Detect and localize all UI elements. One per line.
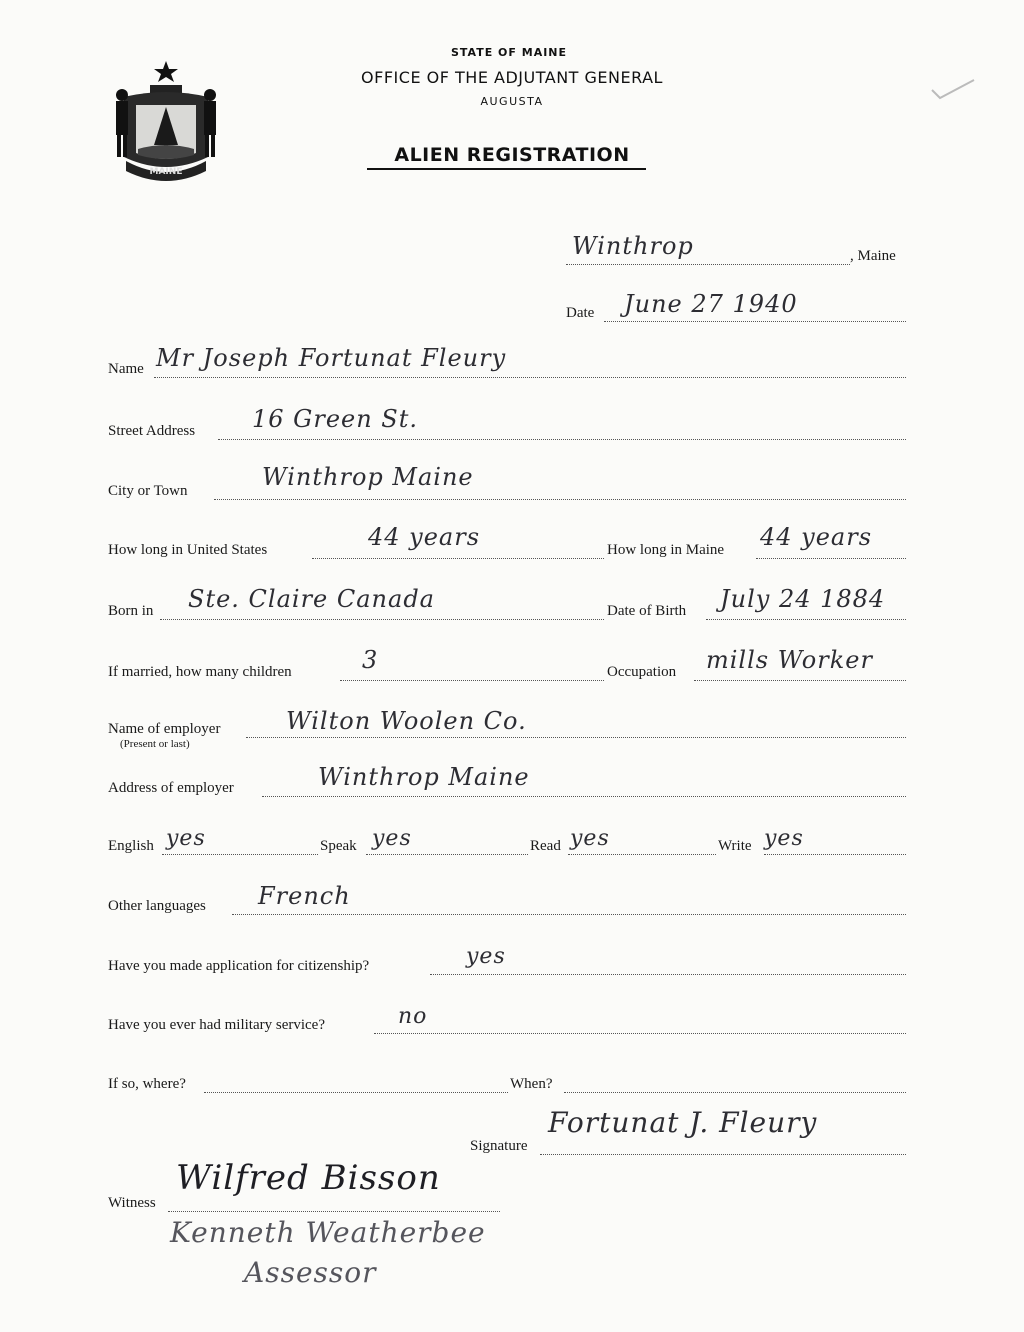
street-label: Street Address <box>108 423 196 439</box>
born-label: Born in <box>108 603 154 619</box>
read-line <box>568 854 716 855</box>
citizenship-entry: yes <box>466 944 506 969</box>
employer-line <box>246 737 906 738</box>
where-label: If so, where? <box>108 1076 186 1092</box>
maine-label: , Maine <box>850 248 896 264</box>
page-title: ALIEN REGISTRATION <box>394 144 630 166</box>
where-line <box>204 1092 508 1093</box>
speak-line <box>366 854 528 855</box>
city-label: City or Town <box>108 483 188 499</box>
assessor-signature: Kenneth Weatherbee <box>170 1216 486 1249</box>
street-entry: 16 Green St. <box>252 405 419 433</box>
name-line <box>154 377 906 378</box>
citizenship-label: Have you made application for citizenship? <box>108 958 370 974</box>
other-languages-line <box>232 914 906 915</box>
date-label: Date <box>566 305 595 321</box>
us-years-entry: 44 years <box>368 523 481 551</box>
military-entry: no <box>398 1004 428 1029</box>
town-line <box>566 264 850 265</box>
employer-address-label: Address of employer <box>108 780 234 796</box>
date-line <box>604 321 906 322</box>
signature-label: Signature <box>470 1138 528 1154</box>
dob-label: Date of Birth <box>607 603 687 619</box>
speak-entry: yes <box>372 826 412 851</box>
signature-entry: Fortunat J. Fleury <box>548 1106 818 1139</box>
occupation-line <box>694 680 906 681</box>
english-line <box>162 854 318 855</box>
witness-line <box>168 1211 500 1212</box>
children-label: If married, how many children <box>108 664 292 680</box>
witness-label: Witness <box>108 1195 156 1211</box>
write-entry: yes <box>764 826 804 851</box>
header-city: AUGUSTA <box>480 95 544 108</box>
citizenship-line <box>430 974 906 975</box>
other-languages-entry: French <box>258 882 351 910</box>
dob-line <box>706 619 906 620</box>
header-state: STATE OF MAINE <box>450 46 568 59</box>
employer-sublabel: (Present or last) <box>120 738 190 750</box>
name-entry: Mr Joseph Fortunat Fleury <box>156 344 507 372</box>
street-line <box>218 439 906 440</box>
city-line <box>214 499 906 500</box>
children-entry: 3 <box>362 646 379 674</box>
date-entry: June 27 1940 <box>624 290 798 318</box>
header-office: OFFICE OF THE ADJUTANT GENERAL <box>361 68 663 87</box>
employer-address-entry: Winthrop Maine <box>318 763 530 791</box>
speak-label: Speak <box>320 838 357 854</box>
maine-years-entry: 44 years <box>760 523 873 551</box>
name-label: Name <box>108 361 144 377</box>
read-label: Read <box>530 838 561 854</box>
title-underline <box>367 168 646 170</box>
born-line <box>160 619 604 620</box>
english-entry: yes <box>166 826 206 851</box>
write-line <box>764 854 906 855</box>
when-line <box>564 1092 906 1093</box>
maine-years-label: How long in Maine <box>607 542 725 558</box>
military-label: Have you ever had military service? <box>108 1017 325 1033</box>
military-line <box>374 1033 906 1034</box>
english-label: English <box>108 838 154 854</box>
witness-signature: Wilfred Bisson <box>176 1158 441 1198</box>
signature-line <box>540 1154 906 1155</box>
town-entry: Winthrop <box>572 232 694 260</box>
when-label: When? <box>510 1076 553 1092</box>
us-years-label: How long in United States <box>108 542 268 558</box>
read-entry: yes <box>570 826 610 851</box>
employer-address-line <box>262 796 906 797</box>
occupation-label: Occupation <box>607 664 677 680</box>
other-languages-label: Other languages <box>108 898 206 914</box>
employer-entry: Wilton Woolen Co. <box>286 707 527 735</box>
dob-entry: July 24 1884 <box>720 585 886 613</box>
us-years-line <box>312 558 604 559</box>
svg-text:MAINE: MAINE <box>149 167 183 177</box>
occupation-entry: mills Worker <box>706 646 873 674</box>
city-entry: Winthrop Maine <box>262 463 474 491</box>
children-line <box>340 680 604 681</box>
maine-years-line <box>756 558 906 559</box>
born-entry: Ste. Claire Canada <box>188 585 435 613</box>
assessor-title: Assessor <box>244 1256 377 1289</box>
employer-label: Name of employer <box>108 721 221 737</box>
write-label: Write <box>718 838 752 854</box>
